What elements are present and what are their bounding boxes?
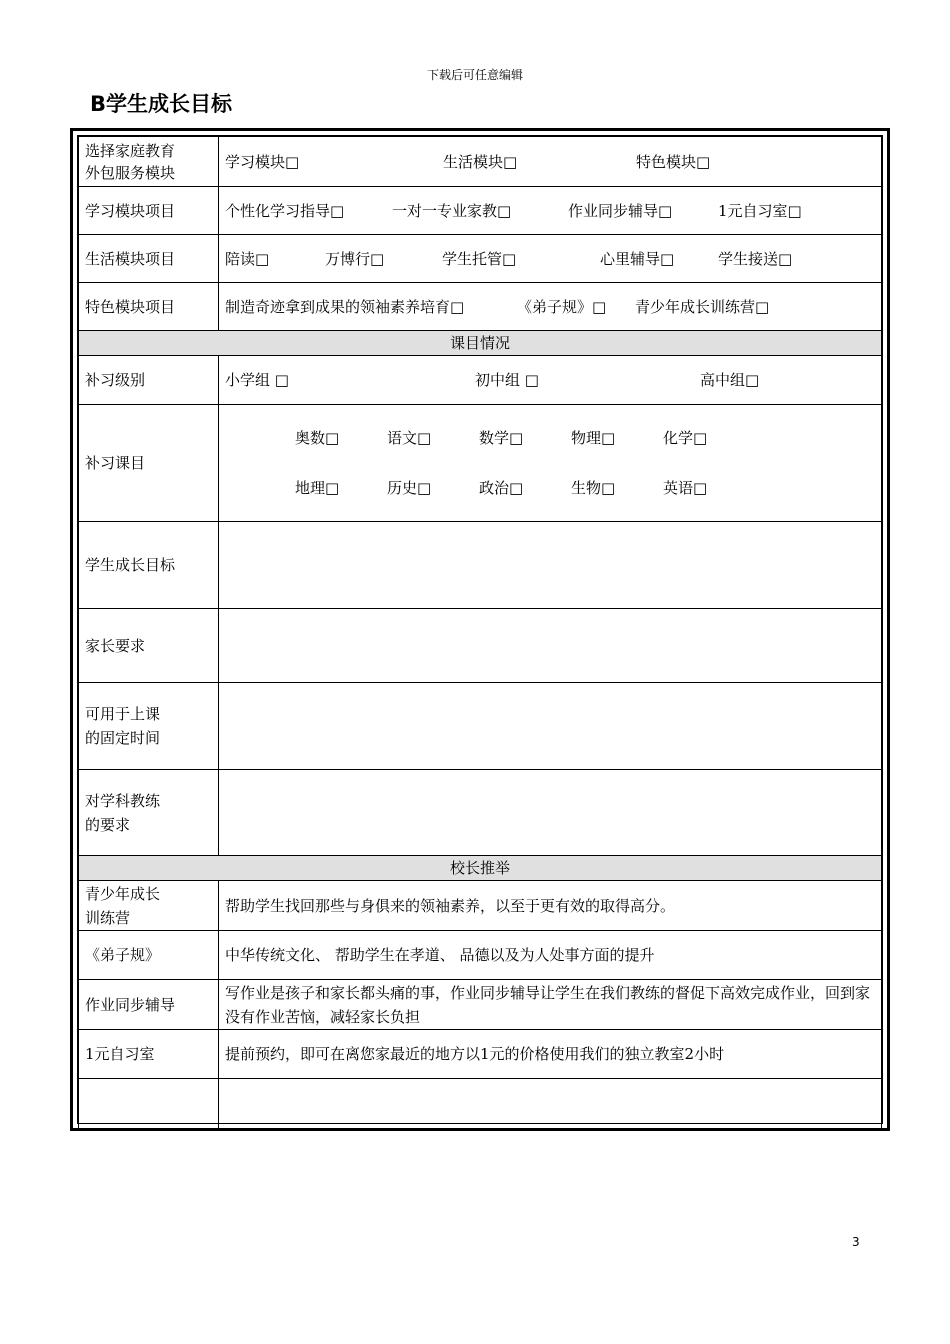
option-one-on-one-tutor[interactable]: 一对一专业家教□ (392, 201, 512, 220)
option-high[interactable]: 高中组□ (700, 371, 760, 389)
parent-req-label: 家长要求 (79, 609, 219, 683)
option-student-care[interactable]: 学生托管□ (442, 249, 517, 268)
option-olympiad-math[interactable]: 奥数□ (295, 429, 340, 447)
option-dizigui[interactable]: 《弟子规》□ (517, 297, 607, 316)
study-room-text: 提前预约，即可在离您家最近的地方以1元的价格使用我们的独立教室2小时 (219, 1030, 882, 1079)
empty-row-field[interactable] (219, 1079, 882, 1129)
module-select-label: 选择家庭教育外包服务模块 (79, 137, 219, 187)
option-personal-guidance[interactable]: 个性化学习指导□ (225, 201, 345, 220)
option-leadership[interactable]: 制造奇迹拿到成果的领袖素养培育□ (225, 297, 465, 316)
option-youth-camp[interactable]: 青少年成长训练营□ (635, 297, 770, 316)
option-accompany-reading[interactable]: 陪读□ (225, 249, 270, 268)
coach-req-label: 对学科教练 的要求 (79, 770, 219, 856)
subjects-label: 补习课目 (79, 405, 219, 522)
option-politics[interactable]: 政治□ (479, 479, 524, 497)
fixed-time-label: 可用于上课 的固定时间 (79, 683, 219, 770)
option-life-module[interactable]: 生活模块□ (443, 152, 518, 171)
coach-req-field[interactable] (219, 770, 882, 856)
subjects-options (219, 405, 882, 522)
option-study-room[interactable]: 1元自习室□ (718, 201, 802, 220)
special-items-options (219, 283, 882, 331)
study-items-options (219, 187, 882, 235)
option-english[interactable]: 英语□ (663, 479, 708, 497)
parent-req-field[interactable] (219, 609, 882, 683)
life-items-options (219, 235, 882, 283)
option-history[interactable]: 历史□ (387, 479, 432, 497)
form-frame (70, 128, 890, 1131)
principal-header: 校长推举 (79, 856, 882, 881)
option-primary[interactable]: 小学组 □ (225, 371, 289, 389)
dizigui-text: 中华传统文化、 帮助学生在孝道、 品德以及为人处事方面的提升 (219, 931, 882, 980)
option-special-module[interactable]: 特色模块□ (636, 152, 711, 171)
option-biology[interactable]: 生物□ (571, 479, 616, 497)
option-counseling[interactable]: 心里辅导□ (600, 249, 675, 268)
homework-label: 作业同步辅导 (79, 980, 219, 1030)
study-room-label: 1元自习室 (79, 1030, 219, 1079)
option-wanboxing[interactable]: 万博行□ (325, 249, 385, 268)
dizigui-label: 《弟子规》 (79, 931, 219, 980)
study-items-label: 学习模块项目 (79, 187, 219, 235)
option-pickup[interactable]: 学生接送□ (718, 249, 793, 268)
option-middle[interactable]: 初中组 □ (475, 371, 539, 389)
special-items-label: 特色模块项目 (79, 283, 219, 331)
fixed-time-field[interactable] (219, 683, 882, 770)
option-physics[interactable]: 物理□ (571, 429, 616, 447)
option-chinese[interactable]: 语文□ (387, 429, 432, 447)
option-geography[interactable]: 地理□ (295, 479, 340, 497)
option-study-module[interactable]: 学习模块□ (225, 152, 300, 171)
option-math[interactable]: 数学□ (479, 429, 524, 447)
life-items-label: 生活模块项目 (79, 235, 219, 283)
camp-text: 帮助学生找回那些与身俱来的领袖素养，以至于更有效的取得高分。 (219, 881, 882, 931)
form-table (78, 136, 882, 1129)
level-options (219, 356, 882, 405)
option-homework-sync[interactable]: 作业同步辅导□ (568, 201, 673, 220)
course-header: 课目情况 (79, 331, 882, 356)
module-select-options (219, 137, 882, 187)
camp-label: 青少年成长 训练营 (79, 881, 219, 931)
growth-goal-label: 学生成长目标 (79, 522, 219, 609)
growth-goal-field[interactable] (219, 522, 882, 609)
option-chemistry[interactable]: 化学□ (663, 429, 708, 447)
page-number: 3 (852, 1235, 860, 1249)
section-title: B学生成长目标 (90, 92, 233, 116)
level-label: 补习级别 (79, 356, 219, 405)
empty-row-label (79, 1079, 219, 1129)
header-note: 下载后可任意编辑 (426, 68, 523, 82)
homework-text: 写作业是孩子和家长都头痛的事，作业同步辅导让学生在我们教练的督促下高效完成作业，回到家没有作业苦恼，减轻家长负担 (219, 980, 882, 1030)
